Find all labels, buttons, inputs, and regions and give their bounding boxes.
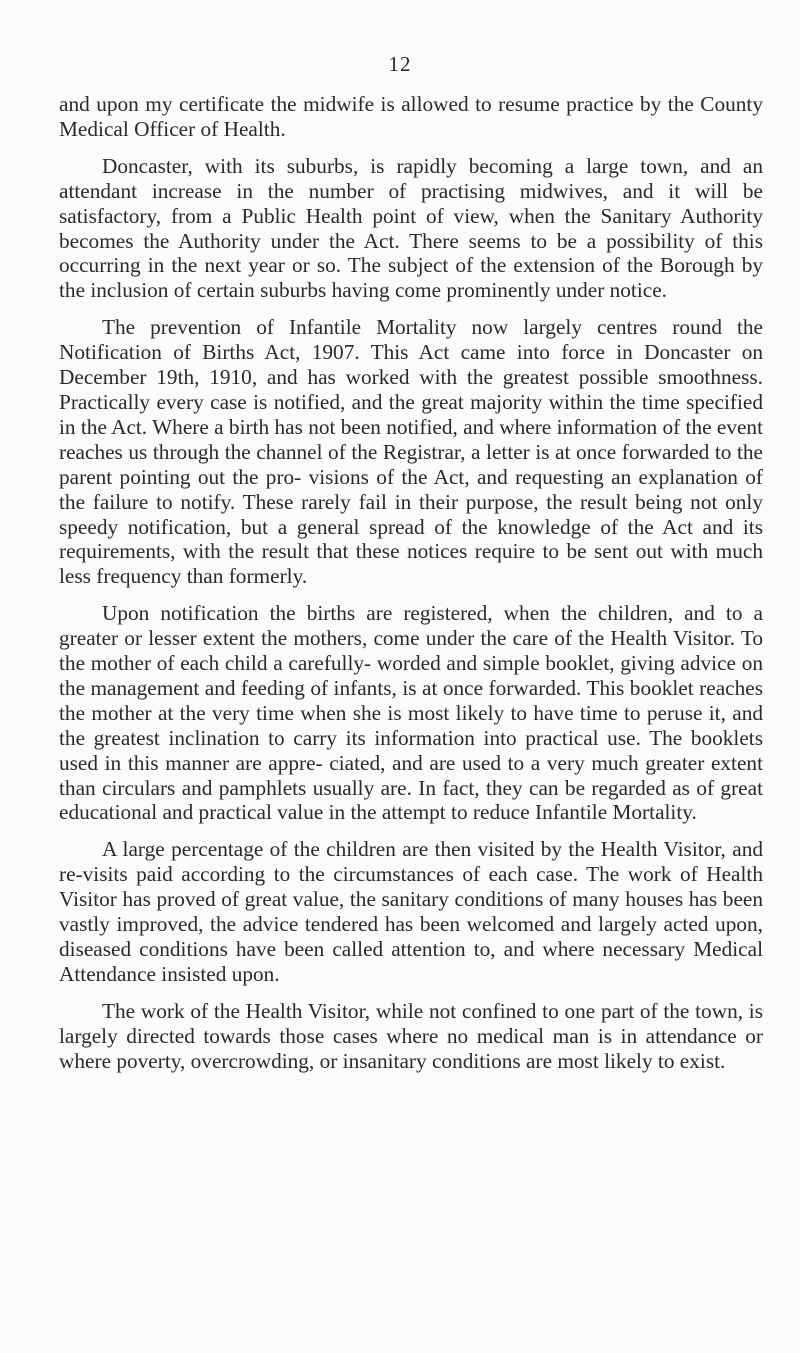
page-number: 12 [388, 52, 412, 76]
paragraph-infantile-mortality: The prevention of Infantile Mortality now largely centres round the Notification of Births Act, 1907. This Act came into force in Doncaster on December 19th, 1910, and has worked with the greatest possible smoothness. Practically every case is notified, and the great majority within the time specified in the Act. Where a birth has not been notified, and where information of the event reaches us through the channel of the Registrar, a letter is at once forwarded to the parent pointing out the pro- visions of the Act, and requesting an explanation of the failure to notify. These rarely fail in their purpose, the result being not only speedy notification, but a general spread of the knowledge of the Act and its requirements, with the result that these notices require to be sent out with much less frequency than formerly. [59, 315, 763, 589]
paragraph-notification-births: Upon notification the births are registered, when the children, and to a greater or lesser extent the mothers, come under the care of the Health Visitor. To the mother of each child a carefully- worded and simple booklet, giving advice on the management and feeding of infants, is at once forwarded. This booklet reaches the mother at the very time when she is most likely to have time to peruse it, and the greatest inclination to carry its information into practical use. The booklets used in this manner are appre- ciated, and are used to a very much greater extent than circulars and pamphlets usually are. In fact, they can be regarded as of great educational and practical value in the attempt to reduce Infantile Mortality. [59, 601, 763, 825]
paragraph-health-visitor-visits: A large percentage of the children are then visited by the Health Visitor, and re-visits paid according to the circumstances of each case. The work of Health Visitor has proved of great value, the sanitary conditions of many houses has been vastly improved, the advice tendered has been welcomed and largely acted upon, diseased conditions have been called attention to, and where necessary Medical Attendance insisted upon. [59, 837, 763, 986]
paragraph-doncaster-suburbs: Doncaster, with its suburbs, is rapidly becoming a large town, and an attendant increase in the number of practising midwives, and it will be satisfactory, from a Public Health point of view, when the Sanitary Authority becomes the Authority under the Act. There seems to be a possibility of this occurring in the next year or so. The subject of the extension of the Borough by the inclusion of certain suburbs having come prominently under notice. [59, 153, 763, 303]
paragraph-health-visitor-work: The work of the Health Visitor, while not confined to one part of the town, is largely directed towards those cases where no medical man is in attendance or where poverty, overcrowding, or insanitary conditions are most likely to exist. [59, 998, 763, 1073]
body-text [59, 92, 763, 1086]
paragraph-midwife-certificate: and upon my certificate the midwife is allowed to resume practice by the County Medical Officer of Health. [59, 92, 763, 141]
